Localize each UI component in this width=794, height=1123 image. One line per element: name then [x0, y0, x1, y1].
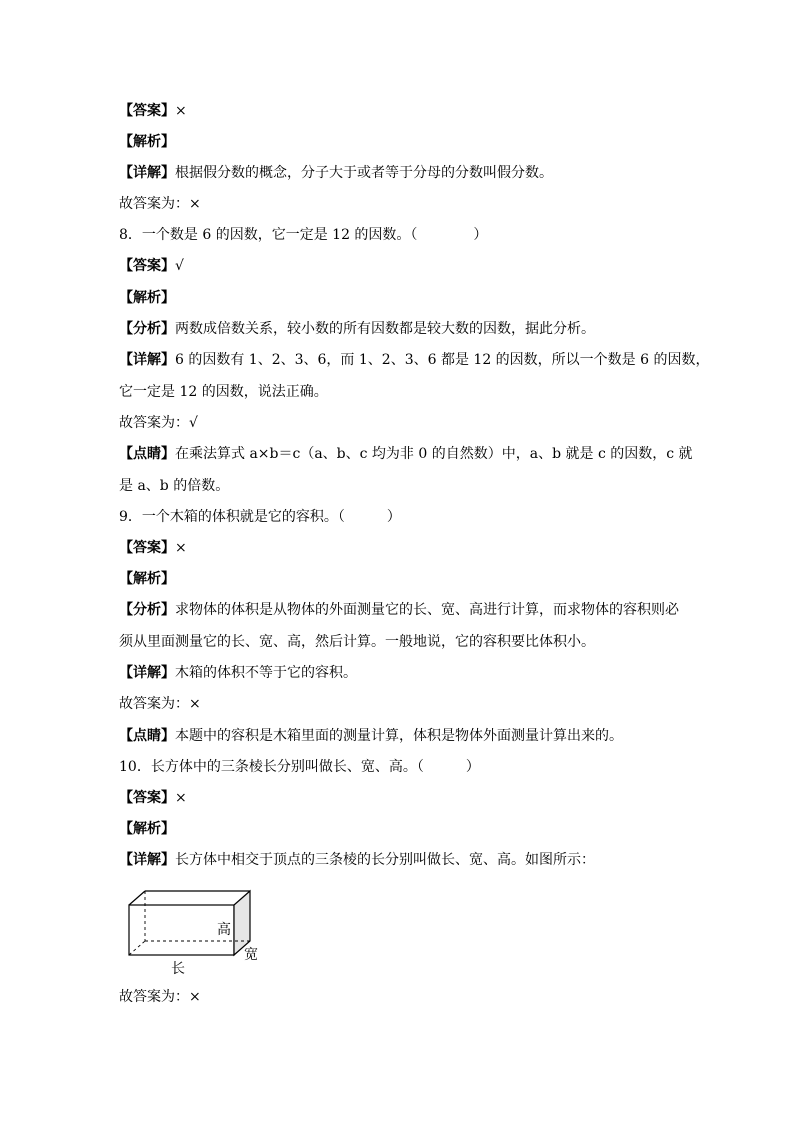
q8-question: 8．一个数是 6 的因数，它一定是 12 的因数。（ ）: [119, 227, 488, 243]
q9-fenxi-line-1: [119, 600, 679, 620]
q10-detail-line: [119, 850, 679, 870]
analysis-tag: 【解析】: [119, 134, 175, 150]
q7-analysis-line: [119, 132, 679, 152]
q9-dianjing-line: [119, 726, 679, 746]
answer-tag: 【答案】: [119, 540, 175, 556]
fenxi-tag: 【分析】: [119, 602, 175, 618]
dianjing-tag: 【点睛】: [119, 728, 175, 744]
q9-question: 9．一个木箱的体积就是它的容积。（ ）: [119, 509, 401, 525]
analysis-tag: 【解析】: [119, 821, 175, 837]
label-height: 高: [217, 922, 231, 938]
q8-analysis-line: [119, 288, 679, 308]
detail-tag: 【详解】: [119, 665, 175, 681]
answer-value: ×: [175, 790, 187, 806]
detail-tag: 【详解】: [119, 165, 175, 181]
cuboid-top-edge-left: [129, 891, 145, 905]
label-length: 长: [171, 961, 185, 977]
answer-tag: 【答案】: [119, 258, 175, 274]
q9-fenxi-line-2: 须从里面测量它的长、宽、高，然后计算。一般地说，它的容积要比体积小。: [119, 634, 595, 650]
detail-text: 6 的因数有 1、2、3、6，而 1、2、3、6 都是 12 的因数，所以一个数是 6 的因数，: [175, 352, 710, 368]
q9-analysis-line: [119, 569, 679, 589]
dianjing-text: 在乘法算式 a×b＝c（a、b、c 均为非 0 的自然数）中，a、b 就是 c 的因数，c 就: [175, 446, 693, 462]
detail-text: 根据假分数的概念，分子大于或者等于分母的分数叫假分数。: [175, 165, 553, 181]
q10-analysis-line: [119, 819, 679, 839]
fenxi-text: 两数成倍数关系，较小数的所有因数都是较大数的因数，据此分析。: [175, 321, 595, 337]
answer-tag: 【答案】: [119, 103, 175, 119]
cuboid-right-face: [234, 891, 250, 955]
analysis-tag: 【解析】: [119, 290, 175, 306]
dianjing-tag: 【点睛】: [119, 446, 175, 462]
q8-answer-line: [119, 256, 679, 276]
q8-fenxi-line: [119, 319, 679, 339]
q7-final-answer: 故答案为：×: [119, 196, 201, 212]
fenxi-tag: 【分析】: [119, 321, 175, 337]
q10-answer-line: [119, 788, 679, 808]
analysis-tag: 【解析】: [119, 571, 175, 587]
q8-dianjing-line-2: 是 a、b 的倍数。: [119, 478, 230, 494]
detail-tag: 【详解】: [119, 852, 175, 868]
label-width: 宽: [244, 947, 258, 963]
q7-detail-line: [119, 163, 679, 183]
cuboid-figure: [123, 888, 273, 977]
q7-answer-line: [119, 101, 679, 121]
q10-question: 10．长方体中的三条棱长分别叫做长、宽、高。（ ）: [119, 759, 480, 775]
answer-value: ×: [175, 103, 187, 119]
answer-value: √: [175, 258, 184, 274]
detail-text: 长方体中相交于顶点的三条棱的长分别叫做长、宽、高。如图所示：: [175, 852, 595, 868]
dianjing-text: 本题中的容积是木箱里面的测量计算，体积是物体外面测量计算出来的。: [175, 728, 623, 744]
q9-answer-line: [119, 538, 679, 558]
cuboid-diagram: [123, 888, 273, 977]
q8-detail-line-1: [119, 350, 710, 370]
q8-dianjing-line-1: [119, 444, 693, 464]
fenxi-text: 求物体的体积是从物体的外面测量它的长、宽、高进行计算，而求物体的容积则必: [175, 602, 679, 618]
q8-final-answer: 故答案为：√: [119, 415, 198, 431]
answer-value: ×: [175, 540, 187, 556]
detail-text: 木箱的体积不等于它的容积。: [175, 665, 357, 681]
cuboid-hidden-depth-edge: [129, 941, 145, 955]
q10-final-answer: 故答案为：×: [119, 989, 201, 1005]
answer-tag: 【答案】: [119, 790, 175, 806]
detail-tag: 【详解】: [119, 352, 175, 368]
q9-detail-line: [119, 663, 679, 683]
q9-final-answer: 故答案为：×: [119, 696, 201, 712]
q8-detail-line-2: 它一定是 12 的因数，说法正确。: [119, 384, 328, 400]
